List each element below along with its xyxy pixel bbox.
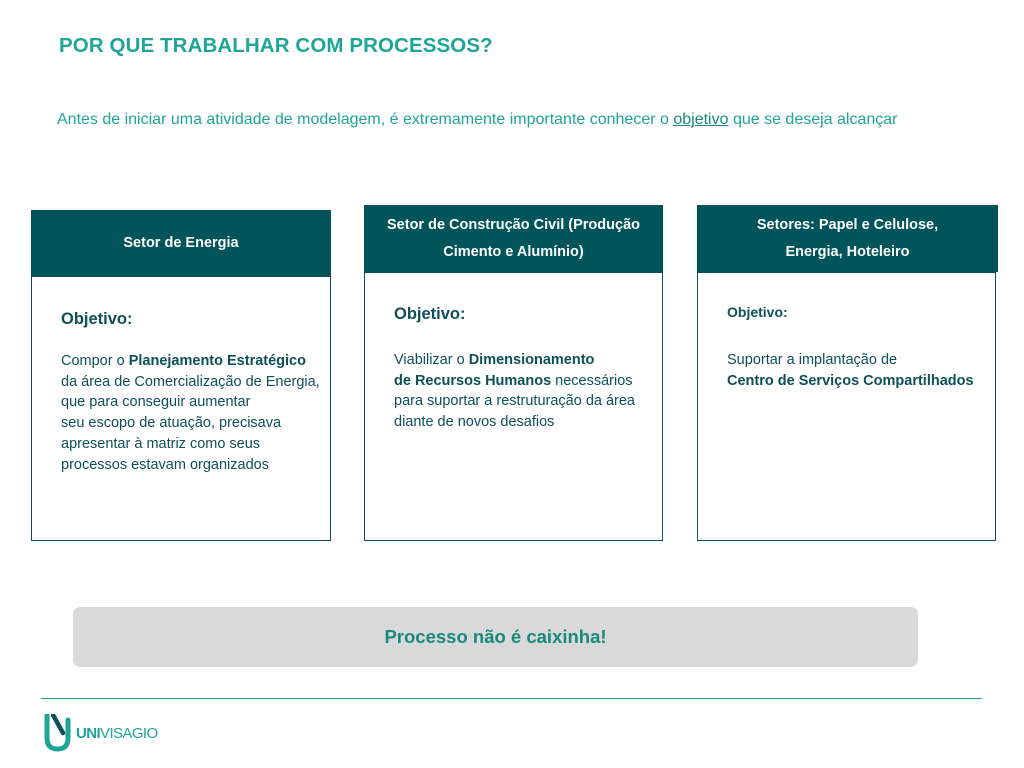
page-title: POR QUE TRABALHAR COM PROCESSOS? <box>59 34 493 57</box>
card-header <box>364 205 663 272</box>
objective-text-line: Viabilizar o <box>394 352 469 368</box>
card-header-label <box>387 212 640 266</box>
univisagio-logo-icon <box>44 714 71 752</box>
key-message-banner <box>73 607 918 667</box>
card-construction-sector <box>364 205 663 541</box>
card-header-line: Setores: Papel e Celulose, <box>756 216 939 233</box>
objective-highlight: Centro de Serviços Compartilhados <box>727 372 974 389</box>
footer-divider <box>41 698 982 699</box>
objective-highlight: de Recursos Humanos <box>394 372 552 389</box>
objective-text-line: que para conseguir aumentar <box>61 394 251 411</box>
objective-text-line: necessários <box>551 372 633 389</box>
card-pulp-paper-sectors <box>697 205 998 541</box>
intro-keyword: objetivo <box>673 111 729 128</box>
objective-text-line: para suportar a restruturação da área <box>394 393 635 410</box>
objective-text <box>394 350 662 433</box>
objective-highlight: Dimensionamento <box>468 352 595 368</box>
intro-paragraph <box>57 108 972 132</box>
objective-text-line: apresentar à matriz como seus <box>61 435 261 452</box>
logo-wordmark <box>76 725 158 742</box>
objective-text-line: processos estavam organizados <box>61 456 269 473</box>
intro-text-after: que se deseja alcançar <box>728 111 898 128</box>
card-body <box>31 276 331 541</box>
card-body <box>697 272 996 541</box>
logo-wordmark-visagio: VISAGIO <box>100 724 158 742</box>
card-body <box>364 272 663 541</box>
card-header-line: Energia, Hoteleiro <box>785 243 910 260</box>
card-header-line: Cimento e Alumínio) <box>443 243 584 260</box>
objective-text <box>61 351 329 475</box>
card-header-line: Setor de Construção Civil (Produção <box>387 216 640 233</box>
objective-label: Objetivo: <box>727 304 788 320</box>
objective-text-line: Compor o <box>61 353 129 369</box>
objective-text-line: Suportar a implantação de <box>727 352 898 368</box>
objective-label: Objetivo: <box>61 310 133 328</box>
logo-wordmark-uni: UNI <box>76 724 101 742</box>
card-header <box>31 210 331 276</box>
univisagio-logo <box>44 714 158 752</box>
intro-text-before: Antes de iniciar uma atividade de modelagem, é extremamente importante conhecer o <box>57 111 674 128</box>
card-header-label <box>757 212 938 266</box>
objective-label: Objetivo: <box>394 305 466 323</box>
objective-text-line: diante de novos desafios <box>394 414 555 431</box>
card-header-label: Setor de Energia <box>123 234 239 251</box>
objective-highlight: Planejamento Estratégico <box>128 353 306 369</box>
objective-text-line: da área de Comercialização de Energia, <box>61 373 320 390</box>
card-header <box>697 205 998 272</box>
banner-text: Processo não é caixinha! <box>384 626 607 647</box>
objective-text-line: seu escopo de atuação, precisava <box>61 415 282 432</box>
card-energy-sector <box>31 210 331 541</box>
objective-text <box>727 350 995 391</box>
